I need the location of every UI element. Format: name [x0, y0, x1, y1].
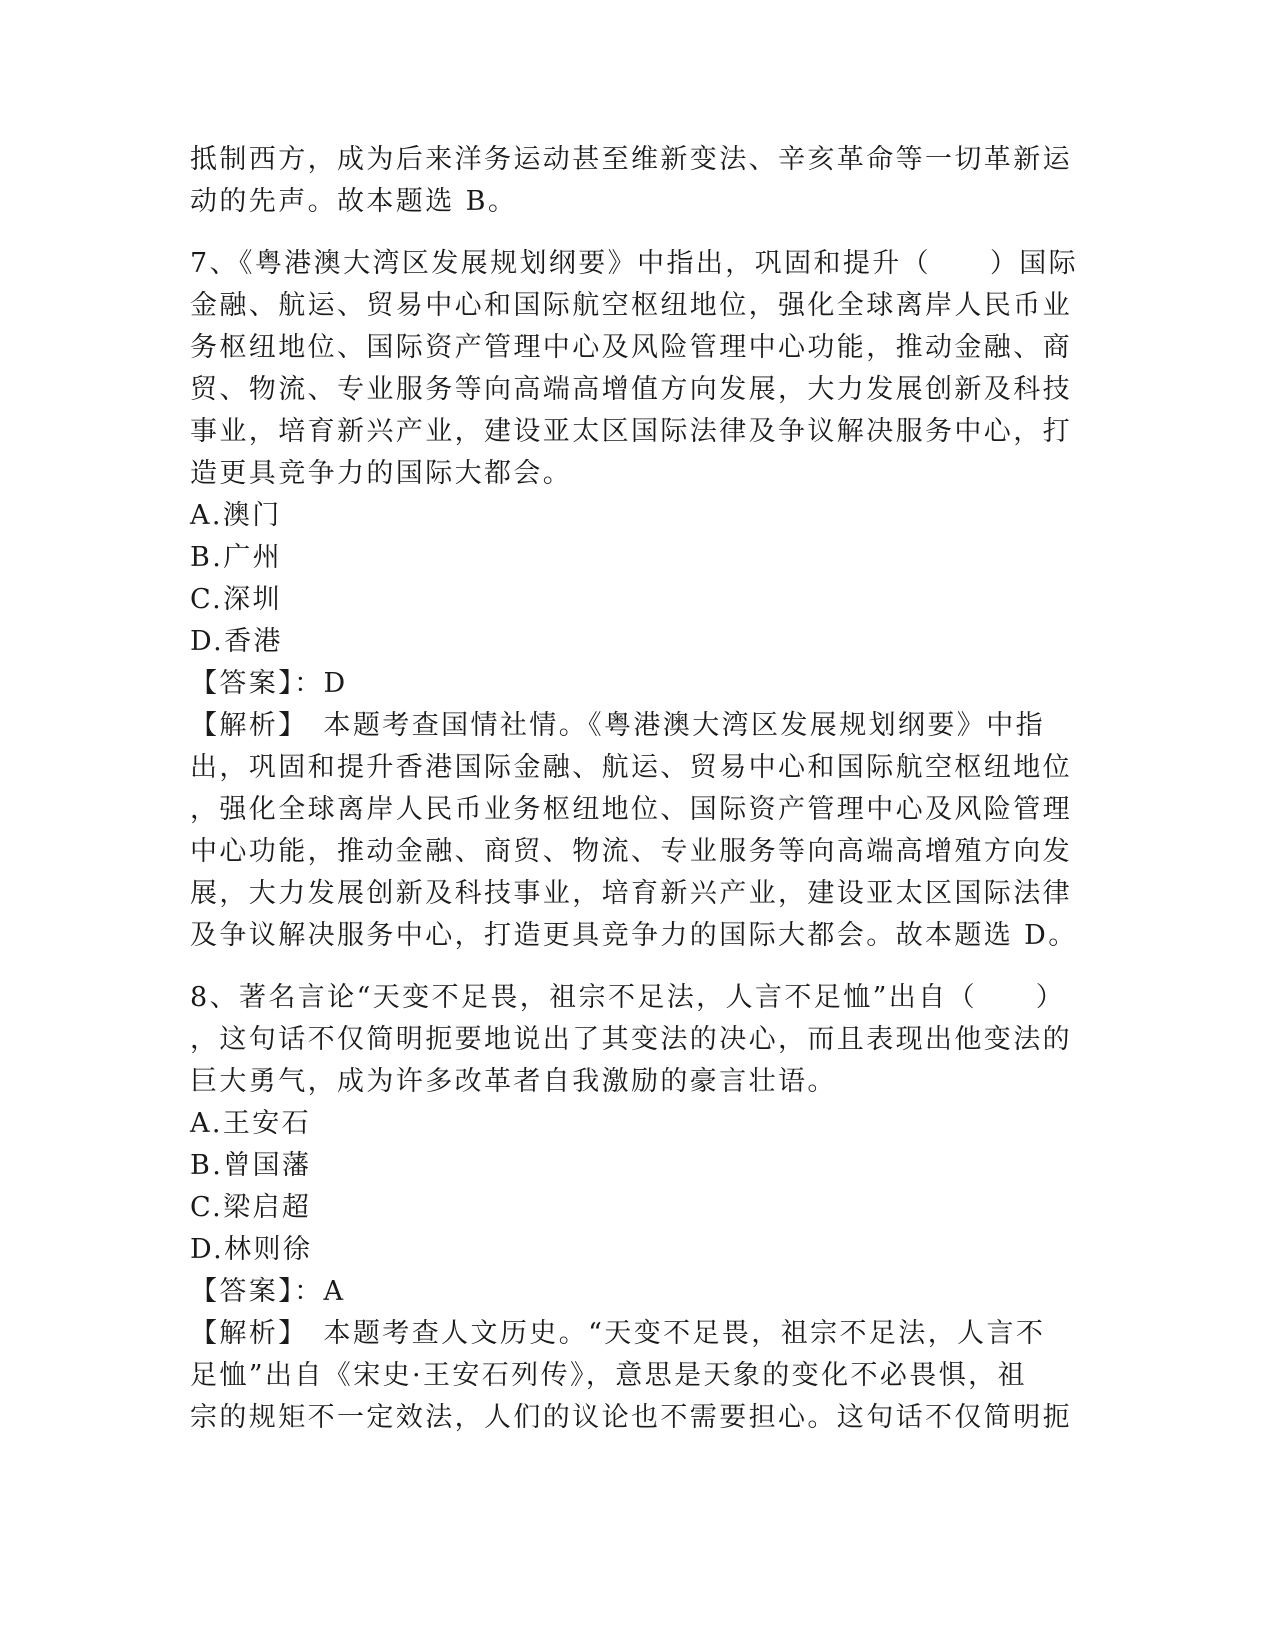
question-8-analysis-line: 宗的规矩不一定效法，人们的议论也不需要担心。这句话不仅简明扼 — [190, 1402, 1072, 1433]
question-8-answer: 【答案】：A — [190, 1276, 346, 1307]
question-7-analysis-line: 出，巩固和提升香港国际金融、航运、贸易中心和国际航空枢纽地位 — [190, 752, 1072, 783]
question-7-answer: 【答案】：D — [190, 668, 348, 699]
question-7-stem-line: 事业，培育新兴产业，建设亚太区国际法律及争议解决服务中心，打 — [190, 416, 1072, 447]
question-8-stem-line: 巨大勇气，成为许多改革者自我激励的豪言壮语。 — [190, 1066, 837, 1097]
prev-explanation-line: 动的先声。故本题选 B。 — [190, 186, 518, 217]
question-8-analysis-line: 【解析】 本题考查人文历史。“天变不足畏，祖宗不足法，人言不 — [190, 1318, 1046, 1349]
question-7-analysis-line: 展，大力发展创新及科技事业，培育新兴产业，建设亚太区国际法律 — [190, 878, 1072, 909]
question-7-stem-line: 7、《粤港澳大湾区发展规划纲要》中指出，巩固和提升（ ）国际 — [190, 248, 1079, 279]
question-7-analysis-line: 中心功能，推动金融、商贸、物流、专业服务等向高端高增殖方向发 — [190, 836, 1072, 867]
question-7-option-c: C.深圳 — [190, 584, 282, 615]
question-7-option-b: B.广州 — [190, 542, 283, 573]
question-7-analysis-line: ，强化全球离岸人民币业务枢纽地位、国际资产管理中心及风险管理 — [190, 794, 1072, 825]
prev-explanation-line: 抵制西方，成为后来洋务运动甚至维新变法、辛亥革命等一切革新运 — [190, 144, 1072, 175]
question-8-option-a: A.王安石 — [190, 1108, 312, 1139]
question-7-stem-line: 贸、物流、专业服务等向高端高增值方向发展，大力发展创新及科技 — [190, 374, 1072, 405]
question-7-stem-line: 金融、航运、贸易中心和国际航空枢纽地位，强化全球离岸人民币业 — [190, 290, 1072, 321]
question-8-option-b: B.曾国藩 — [190, 1150, 312, 1181]
question-8-analysis-line: 足恤”出自《宋史·王安石列传》，意思是天象的变化不必畏惧，祖 — [190, 1360, 1027, 1391]
question-8-option-d: D.林则徐 — [190, 1234, 313, 1265]
question-8-stem-line: 8、著名言论“天变不足畏，祖宗不足法，人言不足恤”出自（ ） — [190, 982, 1066, 1013]
question-8-option-c: C.梁启超 — [190, 1192, 312, 1223]
question-7-stem-line: 造更具竞争力的国际大都会。 — [190, 458, 573, 489]
question-7-analysis-line: 及争议解决服务中心，打造更具竞争力的国际大都会。故本题选 D。 — [190, 920, 1078, 951]
question-7-option-a: A.澳门 — [190, 500, 282, 531]
question-7-option-d: D.香港 — [190, 626, 283, 657]
question-7-stem-line: 务枢纽地位、国际资产管理中心及风险管理中心功能，推动金融、商 — [190, 332, 1072, 363]
question-7-analysis-line: 【解析】 本题考查国情社情。《粤港澳大湾区发展规划纲要》中指 — [190, 710, 1045, 741]
question-8-stem-line: ，这句话不仅简明扼要地说出了其变法的决心，而且表现出他变法的 — [190, 1024, 1072, 1055]
